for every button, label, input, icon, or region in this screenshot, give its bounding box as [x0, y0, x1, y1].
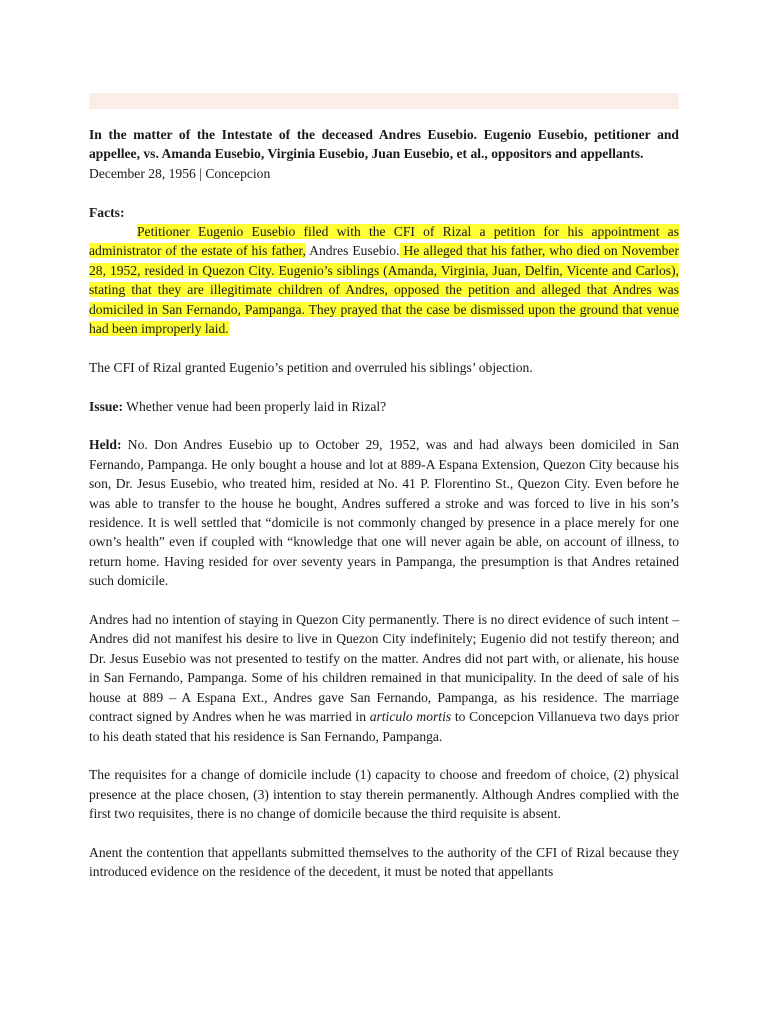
header-band	[89, 93, 679, 109]
facts-highlight-2: He alleged that his father, who died on November 28, 1952, resided in Quezon City. Eugenio’s siblings (Amanda, Virginia, Juan, Delfin, Vicente and Carlos), stating that they are illegitimate children of Andres, opposed the petition and alleged that Andres was domiciled in San Fernando, Pampanga. They prayed that the case be dismissed upon the ground that venue had been improperly laid.	[89, 243, 679, 337]
spacer	[89, 338, 679, 357]
case-title: In the matter of the Intestate of the deceased Andres Eusebio. Eugenio Eusebio, petitioner and appellee, vs. Amanda Eusebio, Virginia Eusebio, Juan Eusebio, et al., oppositors and appellants.	[89, 127, 679, 162]
spacer	[89, 591, 679, 610]
spacer	[89, 746, 679, 765]
held-paragraph-1	[89, 435, 679, 590]
held-text-2b: to Concepcion Villanueva two days prior to his death stated that his residence is San Fernando, Pampanga.	[89, 709, 679, 744]
facts-paragraph-2: The CFI of Rizal granted Eugenio’s petition and overruled his siblings’ objection.	[89, 359, 533, 375]
spacer	[89, 377, 679, 396]
latin-term: articulo mortis	[369, 709, 452, 725]
spacer	[89, 416, 679, 435]
facts-heading	[89, 203, 679, 222]
held-text-2a: Andres had no intention of staying in Quezon City permanently. There is no direct evidence of such intent – Andres did not manifest his desire to live in Quezon City indefinitely; Eugenio did not testify thereon; and Dr. Jesus Eusebio was not presented to testify on the matter. Andres did not part with, or alienate, his house in San Fernando, Pampanga. Some of his children remained in that municipality. In the deed of sale of his house at 889 – A Espana Ext., Andres gave San Fernando, Pampanga, as his residence. The marriage contract signed by Andres when he was married in	[89, 612, 679, 725]
held-paragraph-2	[89, 610, 679, 746]
issue-label: Issue:	[89, 398, 123, 414]
held-label: Held:	[89, 437, 122, 453]
held-paragraph-3: The requisites for a change of domicile include (1) capacity to choose and freedom of choice, (2) physical presence at the place chosen, (3) intention to stay therein permanently. Although Andres complied with the first two requisites, there is no change of domicile because the third requisite is absent.	[89, 767, 679, 822]
date-ponente-line: December 28, 1956 | Concepcion	[89, 165, 271, 181]
spacer	[89, 824, 679, 843]
case-digest	[89, 125, 679, 882]
issue-text: Whether venue had been properly laid in Rizal?	[123, 398, 387, 414]
facts-highlight-1: Petitioner Eugenio Eusebio filed with the CFI of Rizal a petition for his appointment as administrator of the estate of his father,	[89, 224, 679, 259]
held-text-1: No. Don Andres Eusebio up to October 29, 1952, was and had always been domiciled in San Fernando, Pampanga. He only bought a house and lot at 889-A Espana Extension, Quezon City because his son, Dr. Jesus Eusebio, who treated him, resided at No. 41 P. Florentino St., Quezon City. Even before he was able to transfer to the house he bought, Andres suffered a stroke and was forced to live in his son’s residence. It is well settled that “domicile is not commonly changed by presence in a place merely for one own’s health” even if coupled with “knowledge that one will never again be able, on account of illness, to return home. Having resided for over seventy years in Pampanga, the presumption is that Andres retained such domicile.	[89, 437, 679, 589]
facts-paragraph-1	[89, 222, 679, 338]
held-paragraph-4: Anent the contention that appellants submitted themselves to the authority of the CFI of Rizal because they introduced evidence on the residence of the decedent, it must be noted that appellants	[89, 844, 679, 880]
facts-label: Facts:	[89, 204, 125, 220]
spacer	[89, 183, 679, 202]
issue-paragraph	[89, 397, 679, 416]
decedent-name: Andres Eusebio.	[305, 243, 400, 259]
